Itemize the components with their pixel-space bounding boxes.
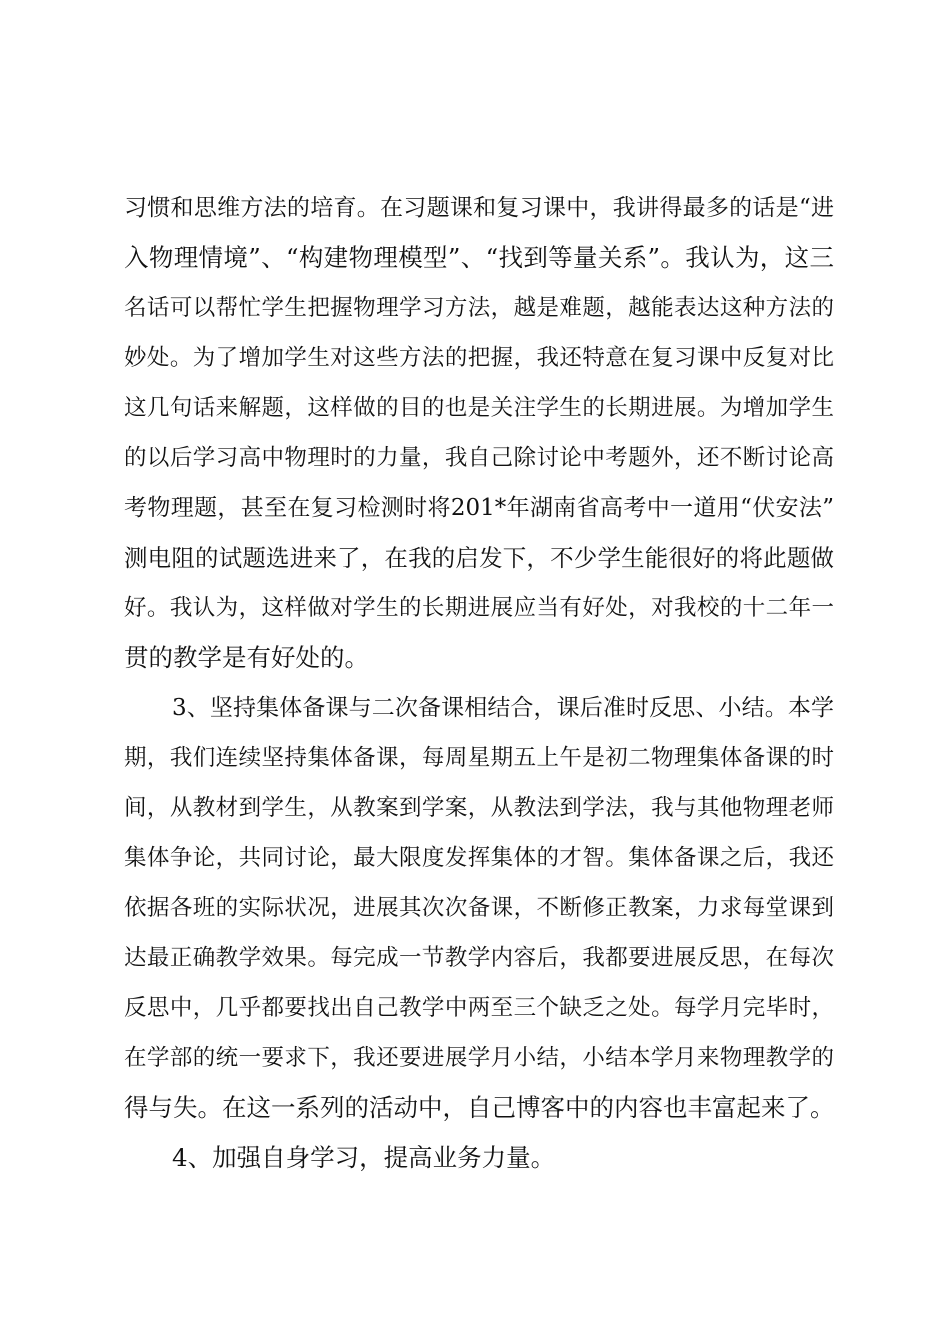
section-heading: 4、加强自身学习，提高业务力量。 bbox=[172, 1143, 556, 1172]
paragraph-line: 集体争论，共同讨论，最大限度发挥集体的才智。集体备课之后，我还 bbox=[124, 845, 834, 871]
paragraph-line: 入物理情境”、“构建物理模型”、“找到等量关系”。我认为，这三 bbox=[124, 243, 834, 272]
paragraph-line: 测电阻的试题选进来了，在我的启发下，不少学生能很好的将此题做 bbox=[124, 544, 834, 572]
paragraph-line: 贯的教学是有好处的。 bbox=[124, 643, 369, 672]
paragraph-line: 好。我认为，这样做对学生的长期进展应当有好处，对我校的十二年一 bbox=[124, 595, 834, 621]
paragraph-line: 达最正确教学效果。每完成一节教学内容后，我都要进展反思，在每次 bbox=[124, 945, 834, 971]
paragraph-line: 这几句话来解题，这样做的目的也是关注学生的长期进展。为增加学生 bbox=[124, 395, 834, 421]
paragraph-line: 依据各班的实际状况，进展其次次备课，不断修正教案，力求每堂课到 bbox=[124, 895, 834, 921]
paragraph-line: 得与失。在这一系列的活动中，自己博客中的内容也丰富起来了。 bbox=[124, 1093, 835, 1122]
paragraph-line: 考物理题，甚至在复习检测时将201*年湖南省高考中一道用“伏安法” bbox=[124, 495, 834, 521]
paragraph-line: 在学部的统一要求下，我还要进展学月小结，小结本学月来物理教学的 bbox=[124, 1045, 834, 1071]
paragraph-line: 习惯和思维方法的培育。在习题课和复习课中，我讲得最多的话是“进 bbox=[124, 195, 834, 221]
paragraph-line: 反思中，几乎都要找出自己教学中两至三个缺乏之处。每学月完毕时， bbox=[124, 995, 834, 1021]
paragraph-line: 名话可以帮忙学生把握物理学习方法，越是难题，越能表达这种方法的 bbox=[124, 295, 834, 321]
paragraph-line: 妙处。为了增加学生对这些方法的把握，我还特意在复习课中反复对比 bbox=[124, 345, 834, 371]
paragraph-line: 间，从教材到学生，从教案到学案，从教法到学法，我与其他物理老师 bbox=[124, 795, 834, 821]
paragraph-line: 3、坚持集体备课与二次备课相结合，课后准时反思、小结。本学 bbox=[172, 695, 834, 721]
paragraph-line: 的以后学习高中物理时的力量，我自己除讨论中考题外，还不断讨论高 bbox=[124, 445, 834, 471]
paragraph-line: 期，我们连续坚持集体备课，每周星期五上午是初二物理集体备课的时 bbox=[124, 745, 834, 771]
